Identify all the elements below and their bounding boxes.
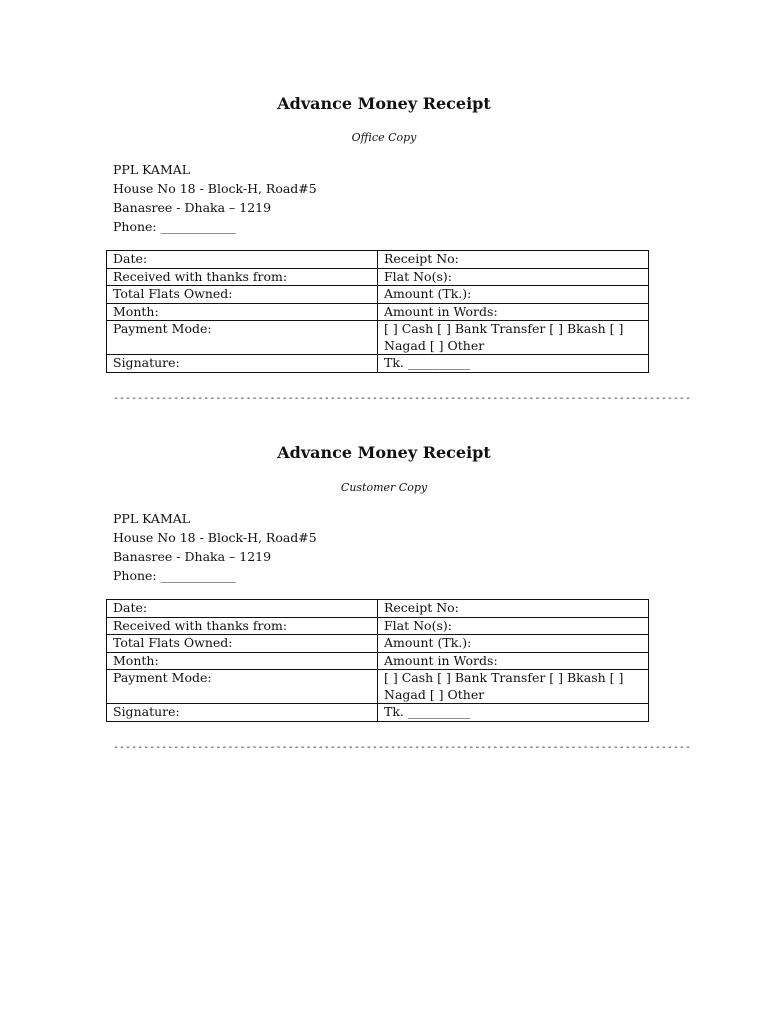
table-row — [107, 251, 649, 269]
cut-line-divider: ------------------------------------------------------------------------------------------------ — [113, 393, 691, 404]
month-label: Month: — [107, 652, 378, 670]
payment-mode-options: [ ] Cash [ ] Bank Transfer [ ] Bkash [ ] Nagad [ ] Other — [378, 670, 649, 704]
flat-no-label: Flat No(s): — [378, 268, 649, 286]
address-line-1: House No 18 - Block-H, Road#5 — [113, 181, 317, 196]
signature-label: Signature: — [107, 704, 378, 722]
table-row — [107, 303, 649, 321]
payment-mode-label: Payment Mode: — [107, 321, 378, 355]
tk-amount-line: Tk. __________ — [378, 355, 649, 373]
table-row — [107, 355, 649, 373]
amount-label: Amount (Tk.): — [378, 635, 649, 653]
phone-line: Phone: ____________ — [113, 568, 236, 583]
receipt-title: Advance Money Receipt — [277, 94, 491, 113]
total-flats-label: Total Flats Owned: — [107, 635, 378, 653]
month-label: Month: — [107, 303, 378, 321]
received-from-label: Received with thanks from: — [107, 268, 378, 286]
cut-line-divider: ------------------------------------------------------------------------------------------------ — [113, 742, 691, 753]
org-name: PPL KAMAL — [113, 162, 191, 177]
copy-label: Customer Copy — [340, 481, 428, 494]
signature-label: Signature: — [107, 355, 378, 373]
receipt-no-label: Receipt No: — [378, 251, 649, 269]
total-flats-label: Total Flats Owned: — [107, 286, 378, 304]
received-from-label: Received with thanks from: — [107, 617, 378, 635]
copy-label: Office Copy — [351, 131, 417, 144]
address-line-1: House No 18 - Block-H, Road#5 — [113, 530, 317, 545]
table-row — [107, 635, 649, 653]
receipt-table — [106, 250, 649, 373]
table-row — [107, 617, 649, 635]
address-line-2: Banasree - Dhaka – 1219 — [113, 200, 272, 215]
table-row — [107, 321, 649, 355]
address-block — [113, 509, 317, 585]
address-line-2: Banasree - Dhaka – 1219 — [113, 549, 272, 564]
amount-words-label: Amount in Words: — [378, 303, 649, 321]
receipt-title: Advance Money Receipt — [277, 443, 491, 462]
table-row — [107, 268, 649, 286]
table-row — [107, 652, 649, 670]
receipt-table — [106, 599, 649, 722]
org-name: PPL KAMAL — [113, 511, 191, 526]
date-label: Date: — [107, 251, 378, 269]
table-row — [107, 600, 649, 618]
table-row — [107, 670, 649, 704]
amount-label: Amount (Tk.): — [378, 286, 649, 304]
flat-no-label: Flat No(s): — [378, 617, 649, 635]
date-label: Date: — [107, 600, 378, 618]
phone-line: Phone: ____________ — [113, 219, 236, 234]
address-block — [113, 160, 317, 236]
table-row — [107, 704, 649, 722]
payment-mode-label: Payment Mode: — [107, 670, 378, 704]
receipt-no-label: Receipt No: — [378, 600, 649, 618]
table-row — [107, 286, 649, 304]
tk-amount-line: Tk. __________ — [378, 704, 649, 722]
payment-mode-options: [ ] Cash [ ] Bank Transfer [ ] Bkash [ ] Nagad [ ] Other — [378, 321, 649, 355]
amount-words-label: Amount in Words: — [378, 652, 649, 670]
